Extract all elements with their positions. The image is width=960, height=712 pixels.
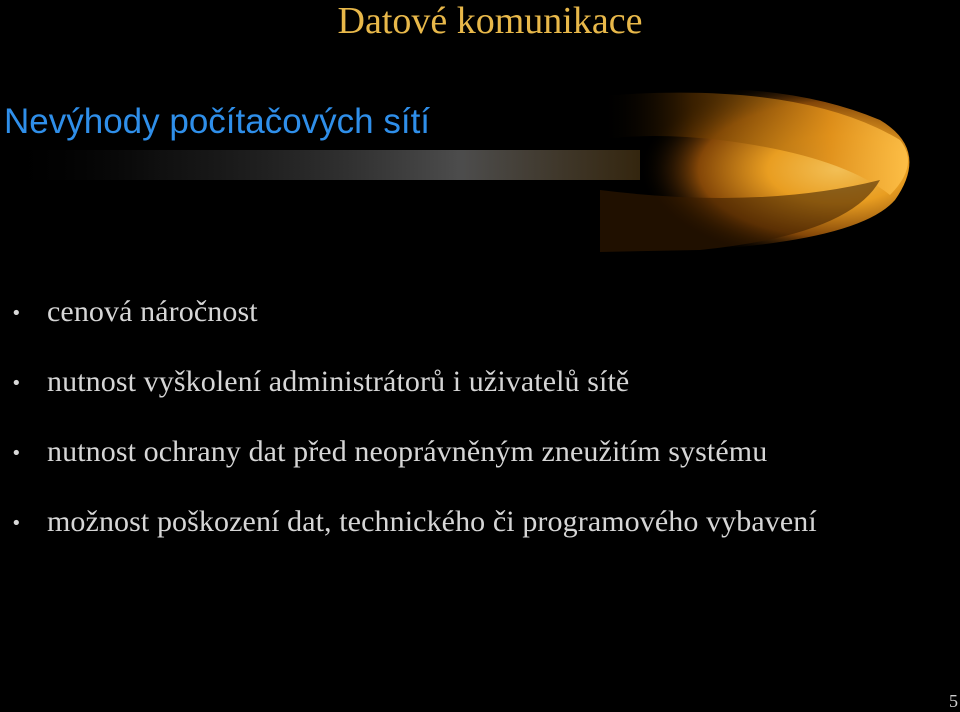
bullet-icon: • bbox=[11, 513, 22, 534]
slide-heading: Nevýhody počítačových sítí bbox=[4, 102, 431, 141]
bullet-text: možnost poškození dat, technického či programového vybavení bbox=[47, 505, 817, 538]
bullet-text: nutnost vyškolení administrátorů i uživatelů sítě bbox=[47, 365, 630, 398]
bullet-text: cenová náročnost bbox=[47, 295, 258, 328]
list-item bbox=[0, 434, 950, 470]
bullet-icon: • bbox=[11, 443, 22, 464]
bullet-icon: • bbox=[11, 373, 22, 394]
list-item bbox=[0, 364, 950, 400]
grey-band bbox=[0, 150, 640, 180]
bullet-icon: • bbox=[11, 303, 22, 324]
list-item bbox=[0, 294, 950, 330]
page-number: 5 bbox=[949, 691, 958, 711]
bullet-text: nutnost ochrany dat před neoprávněným zneužitím systému bbox=[47, 435, 768, 468]
bullet-list bbox=[0, 294, 950, 574]
presentation-title: Datové komunikace bbox=[337, 0, 643, 42]
list-item bbox=[0, 504, 950, 540]
